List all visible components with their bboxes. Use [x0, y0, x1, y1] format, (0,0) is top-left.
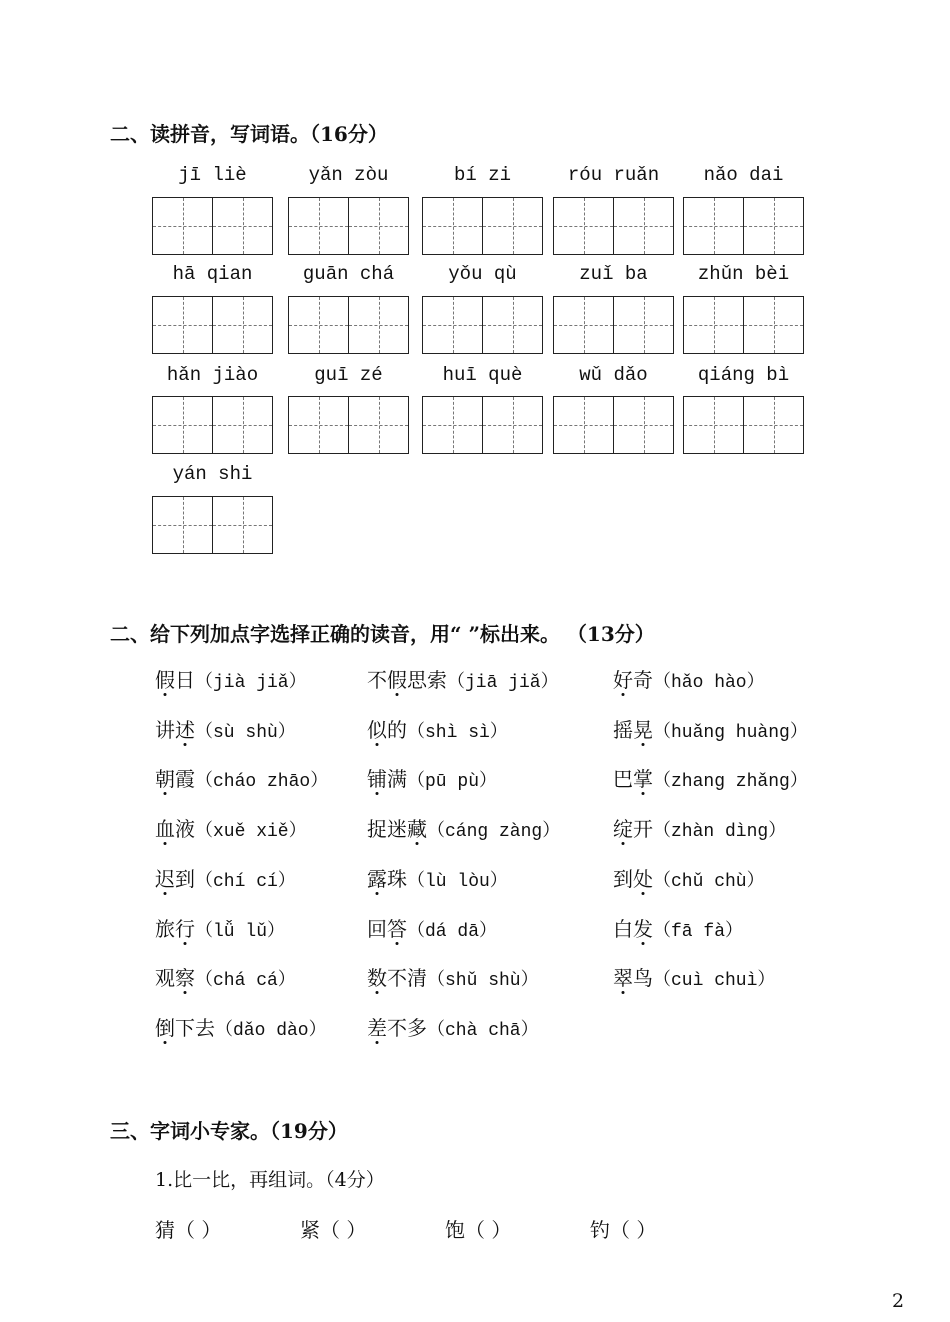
- writing-grid[interactable]: [288, 197, 409, 255]
- reading-options[interactable]: （jiā jiǎ）: [447, 673, 559, 693]
- reading-options[interactable]: （zhàn dìng）: [653, 822, 787, 842]
- writing-grid[interactable]: [152, 197, 273, 255]
- section2-heading: 二、给下列加点字选择正确的读音，用“ ”标出来。 （13分）: [110, 622, 655, 646]
- word-part: 不多: [387, 1016, 427, 1040]
- compare-blank-2[interactable]: 紧（ ）: [300, 1218, 367, 1242]
- pinyin-label: wǔ dǎo: [579, 364, 648, 386]
- writing-grid[interactable]: [683, 396, 804, 454]
- word-part: 不: [367, 668, 387, 692]
- dotted-character: 发: [633, 917, 653, 941]
- word-part: 巴: [613, 767, 633, 791]
- dotted-character: 绽: [613, 817, 633, 841]
- pinyin-label: róu ruǎn: [567, 164, 660, 186]
- writing-grid[interactable]: [152, 496, 273, 554]
- dotted-character: 翠: [613, 966, 633, 990]
- reading-options[interactable]: （jià jiǎ）: [195, 673, 307, 693]
- writing-grid[interactable]: [152, 396, 273, 454]
- writing-grid[interactable]: [422, 396, 543, 454]
- writing-grid[interactable]: [683, 197, 804, 255]
- writing-grid[interactable]: [422, 197, 543, 255]
- reading-options[interactable]: （cháo zhāo）: [195, 772, 329, 792]
- pronunciation-item: [367, 813, 560, 842]
- dotted-character: 迟: [155, 867, 175, 891]
- compare-blank-4[interactable]: 钓（ ）: [590, 1218, 657, 1242]
- word-part: 思索: [407, 668, 447, 692]
- word-part: 的: [387, 718, 407, 742]
- reading-options[interactable]: （chà chā）: [427, 1021, 539, 1041]
- pinyin-label: nǎo dai: [703, 164, 784, 186]
- reading-options[interactable]: （xuě xiě）: [195, 822, 307, 842]
- writing-grid[interactable]: [152, 296, 273, 354]
- pronunciation-item: [613, 763, 808, 792]
- section3-subtitle: 1.比一比，再组词。（4分）: [155, 1169, 385, 1191]
- grid-cell[interactable]: [744, 297, 803, 353]
- word-part: 摇: [613, 718, 633, 742]
- section1-heading: 二、读拼音，写词语。（16分）: [110, 122, 388, 146]
- dotted-character: 处: [633, 867, 653, 891]
- word-part: 满: [387, 767, 407, 791]
- grid-cell[interactable]: [289, 397, 349, 453]
- grid-cell[interactable]: [554, 198, 614, 254]
- reading-options[interactable]: （cáng zàng）: [427, 822, 561, 842]
- reading-options[interactable]: （lǚ lǔ）: [195, 922, 286, 942]
- pinyin-label: yán shi: [172, 463, 253, 485]
- pronunciation-item: [155, 813, 307, 842]
- dotted-character: 数: [367, 966, 387, 990]
- writing-grid[interactable]: [553, 296, 674, 354]
- dotted-character: 差: [367, 1016, 387, 1040]
- grid-cell[interactable]: [554, 297, 614, 353]
- pronunciation-item: [367, 714, 508, 743]
- word-part: 珠: [387, 867, 407, 891]
- grid-cell[interactable]: [289, 297, 349, 353]
- pinyin-label: yǎn zòu: [308, 164, 389, 186]
- grid-cell[interactable]: [423, 297, 483, 353]
- word-part: 不清: [387, 966, 427, 990]
- word-part: 到: [175, 867, 195, 891]
- pronunciation-item: [367, 863, 508, 892]
- pronunciation-item: [613, 714, 808, 743]
- grid-cell[interactable]: [744, 397, 803, 453]
- reading-options[interactable]: （fā fà）: [653, 922, 744, 942]
- pinyin-label: guī zé: [314, 364, 383, 386]
- writing-grid[interactable]: [553, 396, 674, 454]
- pronunciation-item: [155, 1012, 327, 1041]
- grid-cell[interactable]: [349, 297, 408, 353]
- dotted-character: 掌: [633, 767, 653, 791]
- grid-cell[interactable]: [153, 198, 213, 254]
- pinyin-label: bí zi: [453, 164, 511, 186]
- pronunciation-item: [367, 913, 497, 942]
- grid-cell[interactable]: [349, 198, 408, 254]
- grid-cell[interactable]: [213, 198, 272, 254]
- compare-blank-3[interactable]: 饱（ ）: [445, 1218, 512, 1242]
- grid-cell[interactable]: [614, 397, 673, 453]
- dotted-character: 晃: [633, 718, 653, 742]
- pinyin-label: huī què: [442, 364, 523, 386]
- word-part: 观: [155, 966, 175, 990]
- pinyin-label: yǒu qù: [448, 263, 517, 285]
- writing-grid[interactable]: [288, 296, 409, 354]
- dotted-character: 好: [613, 668, 633, 692]
- word-part: 霞: [175, 767, 195, 791]
- word-part: 白: [613, 917, 633, 941]
- dotted-character: 血: [155, 817, 175, 841]
- word-part: 下去: [175, 1016, 215, 1040]
- page-number: 2: [892, 1290, 905, 1312]
- reading-options[interactable]: （shǔ shù）: [427, 971, 539, 991]
- grid-cell[interactable]: [744, 198, 803, 254]
- grid-cell[interactable]: [153, 497, 213, 553]
- word-part: 到: [613, 867, 633, 891]
- grid-cell[interactable]: [213, 297, 272, 353]
- pinyin-label: jī liè: [178, 164, 247, 186]
- section3-heading: 三、字词小专家。（19分）: [110, 1119, 348, 1143]
- grid-cell[interactable]: [423, 198, 483, 254]
- pinyin-label: zuǐ ba: [579, 263, 648, 285]
- pronunciation-item: [367, 1012, 539, 1041]
- pronunciation-item: [613, 962, 775, 991]
- reading-options[interactable]: （chá cá）: [195, 971, 296, 991]
- pronunciation-item: [155, 913, 285, 942]
- word-part: 开: [633, 817, 653, 841]
- pronunciation-item: [613, 913, 743, 942]
- word-part: 奇: [633, 668, 653, 692]
- grid-cell[interactable]: [554, 397, 614, 453]
- reading-options[interactable]: （chí cí）: [195, 872, 296, 892]
- pronunciation-item: [367, 763, 497, 792]
- reading-options[interactable]: （chǔ chù）: [653, 872, 765, 892]
- grid-cell[interactable]: [483, 198, 542, 254]
- word-part: 鸟: [633, 966, 653, 990]
- pronunciation-item: [613, 863, 765, 892]
- grid-cell[interactable]: [349, 397, 408, 453]
- compare-blank-1[interactable]: 猜（ ）: [155, 1218, 222, 1242]
- grid-cell[interactable]: [684, 297, 744, 353]
- grid-cell[interactable]: [153, 297, 213, 353]
- reading-options[interactable]: （dá dā）: [407, 922, 498, 942]
- pinyin-label: guān chá: [302, 263, 395, 285]
- pinyin-label: qiáng bì: [697, 364, 790, 386]
- writing-grid[interactable]: [422, 296, 543, 354]
- pronunciation-item: [367, 664, 559, 693]
- grid-cell[interactable]: [213, 397, 272, 453]
- dotted-character: 似: [367, 718, 387, 742]
- grid-cell[interactable]: [483, 297, 542, 353]
- dotted-character: 藏: [407, 817, 427, 841]
- grid-cell[interactable]: [423, 397, 483, 453]
- dotted-character: 假: [387, 668, 407, 692]
- reading-options[interactable]: （cuì chuì）: [653, 971, 776, 991]
- word-part: 回: [367, 917, 387, 941]
- word-part: 液: [175, 817, 195, 841]
- dotted-character: 露: [367, 867, 387, 891]
- reading-options[interactable]: （sù shù）: [195, 723, 296, 743]
- grid-cell[interactable]: [684, 397, 744, 453]
- grid-cell[interactable]: [483, 397, 542, 453]
- grid-cell[interactable]: [614, 198, 673, 254]
- dotted-character: 答: [387, 917, 407, 941]
- grid-cell[interactable]: [614, 297, 673, 353]
- dotted-character: 察: [175, 966, 195, 990]
- writing-grid[interactable]: [683, 296, 804, 354]
- pronunciation-item: [613, 664, 765, 693]
- word-part: 日: [175, 668, 195, 692]
- reading-options[interactable]: （hǎo hào）: [653, 673, 765, 693]
- pronunciation-item: [613, 813, 786, 842]
- grid-cell[interactable]: [289, 198, 349, 254]
- pronunciation-item: [367, 962, 539, 991]
- reading-options[interactable]: （huǎng huàng）: [653, 723, 808, 743]
- pinyin-label: zhǔn bèi: [697, 263, 790, 285]
- reading-options[interactable]: （dǎo dào）: [215, 1021, 327, 1041]
- writing-grid[interactable]: [553, 197, 674, 255]
- word-part: 旅: [155, 917, 175, 941]
- word-part: 捉迷: [367, 817, 407, 841]
- grid-cell[interactable]: [684, 198, 744, 254]
- pinyin-label: hā qian: [172, 263, 253, 285]
- grid-cell[interactable]: [213, 497, 272, 553]
- dotted-character: 铺: [367, 767, 387, 791]
- reading-options[interactable]: （shì sì）: [407, 723, 508, 743]
- pronunciation-item: [155, 763, 328, 792]
- pronunciation-item: [155, 863, 296, 892]
- pinyin-label: hǎn jiào: [166, 364, 259, 386]
- word-part: 讲: [155, 718, 175, 742]
- reading-options[interactable]: （zhang zhǎng）: [653, 772, 808, 792]
- writing-grid[interactable]: [288, 396, 409, 454]
- pronunciation-item: [155, 664, 307, 693]
- dotted-character: 朝: [155, 767, 175, 791]
- reading-options[interactable]: （lù lòu）: [407, 872, 508, 892]
- reading-options[interactable]: （pū pù）: [407, 772, 498, 792]
- grid-cell[interactable]: [153, 397, 213, 453]
- dotted-character: 假: [155, 668, 175, 692]
- dotted-character: 倒: [155, 1016, 175, 1040]
- dotted-character: 行: [175, 917, 195, 941]
- pronunciation-item: [155, 962, 296, 991]
- pronunciation-item: [155, 714, 296, 743]
- dotted-character: 述: [175, 718, 195, 742]
